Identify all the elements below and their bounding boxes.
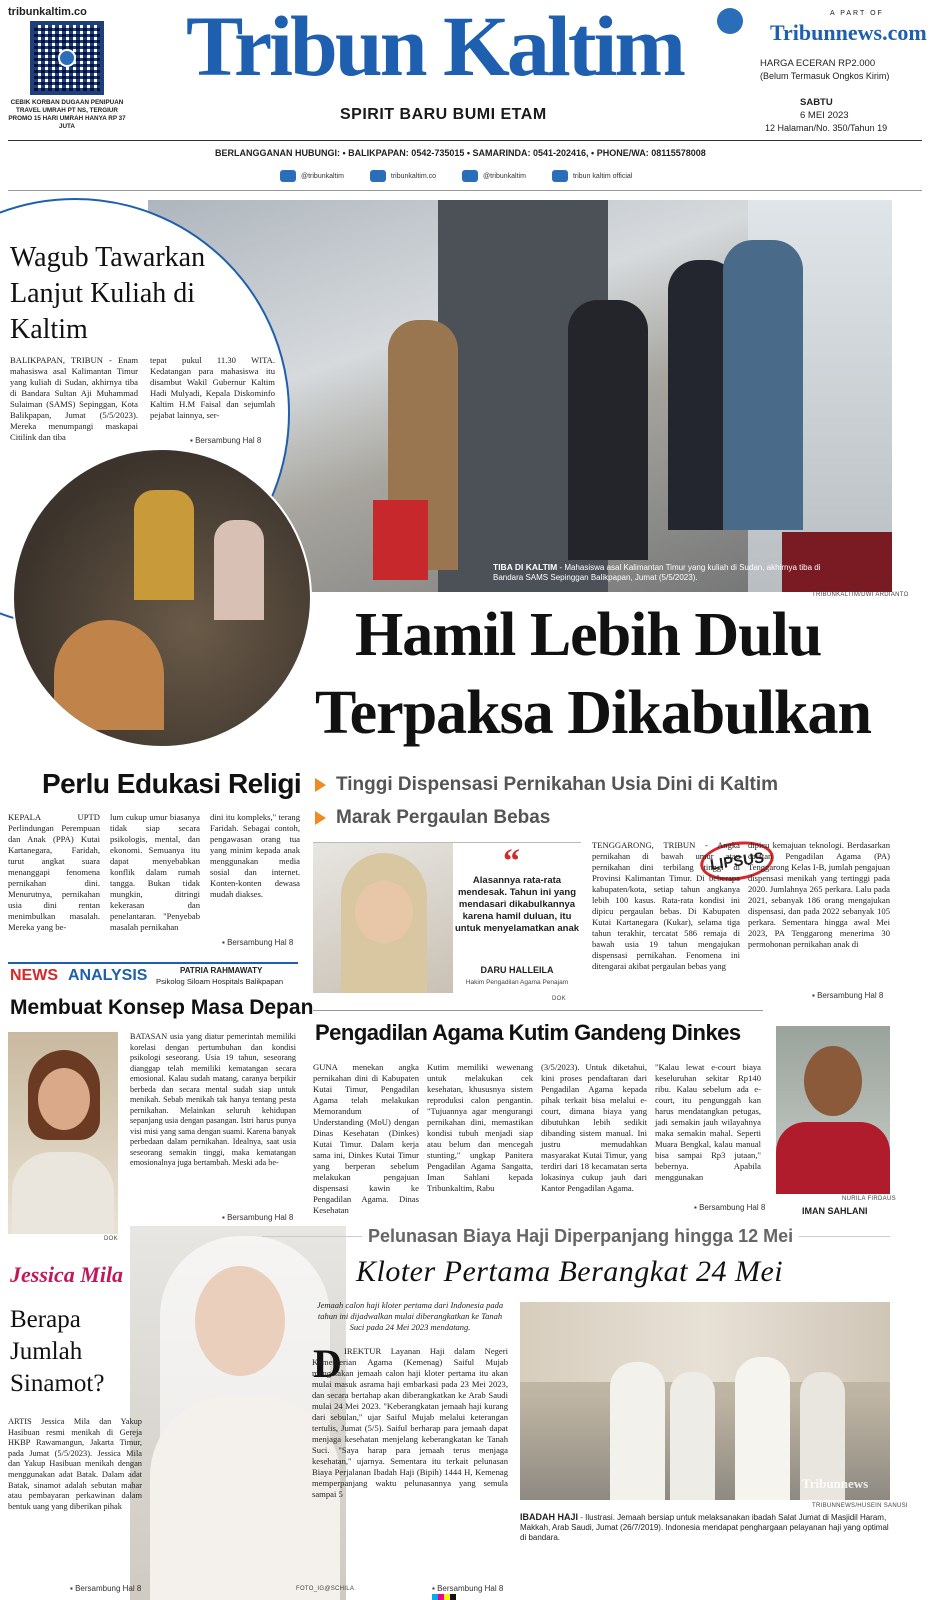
subscribe-line: BERLANGGANAN HUBUNGI: • BALIKPAPAN: 0542-735015 • SAMARINDA: 0541-202416, • PHONE/WA: 08115578008: [215, 148, 706, 158]
network-logo[interactable]: Tribunnews.com: [770, 20, 927, 45]
qr-label: tribunkaltim.co: [8, 6, 87, 18]
main-subhead-2: Marak Pergaulan Bebas: [315, 807, 550, 829]
story1-col2: tepat pukul 11.30 WITA. Kedatangan para mahasiswa itu disambut Wakil Gubernur Kaltim Hadi Mulyadi, Kepala Diskominfo Kaltim H.M Faisal dan sejumlah pejabat lainnya, ser-: [150, 355, 275, 420]
quote-title: Hakim Pengadilan Agama Penajam: [465, 979, 569, 986]
quote-box: [313, 842, 581, 992]
main-continued[interactable]: ▪ Bersambung Hal 8: [812, 991, 884, 1000]
quote-text: Alasannya rata-rata mendesak. Tahun ini yang mendasari dikabulkannya karena hamil duluan, itu untuk menyelamatkan anak: [454, 875, 580, 934]
bullet-triangle-icon: [315, 811, 326, 825]
haji-photo-credit: TRIBUNNEWS/HUSEIN SANUSI: [812, 1503, 908, 1509]
jessica-photo-credit: FOTO_IG@SCHILA: [296, 1586, 355, 1592]
story1-col1: BALIKPAPAN, TRIBUN - Enam mahasiswa asal Kalimantan Timur yang kuliah di Sudan, akhirnya tiba di Bandara Sultan Aji Muhammad Sulaiman (SAMS) Sepinggan, Kota Balikpapan, Jumat (5/5/2023). Mereka menumpangi maskapai Citilink dan tiba: [10, 355, 138, 442]
price-note: (Belum Termasuk Ongkos Kirim): [760, 71, 890, 81]
analysis-headline[interactable]: Membuat Konsep Masa Depan: [10, 996, 314, 1019]
kutim-photo-name: IMAN SAHLANI: [802, 1206, 868, 1216]
kutim-rule: [313, 1010, 763, 1011]
main-col2: dipicu kemajuan teknologi. Berdasarkan catatan Pengadilan Agama (PA) Tenggarong Kelas I-B, jumlah pengajuan dispensasi menikah yang tertinggi pada 2020. Jumlahnya 265 perkara. Lalu pada 2021, sebanyak 186 orang mengajukan dispensasi, dan pada 2022 sebanyak 105 perkara. Sementara hingga awal Mei 2023, PA Tenggarong menerima 30 permohonan pernikahan anak di: [748, 840, 890, 949]
part-of-label: A PART OF: [830, 10, 884, 17]
masthead-logo[interactable]: Tribun Kaltim: [186, 0, 683, 94]
price: HARGA ECERAN RP2.000: [760, 58, 876, 69]
airport-photo-caption: TIBA DI KALTIM - Mahasiswa asal Kalimantan Timur yang kuliah di Sudan, akhirnya tiba di Bandara SAMS Sepinggan Balikpapan, Jumat (5/5/2023).: [493, 562, 821, 582]
haji-intro: Jemaah calon haji kloter pertama dari Indonesia pada tahun ini dijadwalkan mulai diberangkatkan ke Tanah Suci pada 24 Mei 2023 mendatang.: [316, 1300, 504, 1332]
youtube-icon: [552, 170, 568, 182]
qr-block: [8, 6, 126, 131]
lipsus-badge[interactable]: LIPSUS: [698, 837, 777, 885]
meeting-photo[interactable]: [12, 448, 312, 748]
social-youtube[interactable]: tribun kaltim official: [552, 170, 632, 182]
social-bar: [280, 170, 632, 182]
social-twitter[interactable]: @tribunkaltim: [280, 170, 344, 182]
registration-marks: [432, 1594, 456, 1600]
analysis-text: BATASAN usia yang diatur pemerintah memiliki korelasi dengan pertumbuhan dan kondisi psikologi seseorang. Usia 19 tahun, seseorang dianggap telah memiliki kematangan secara emosional. Kalau sudah matang, caranya berpikir berbeda dan secara mental sudah siap untuk menikah. Sebab menikah tak hanya tentang pesta pernikahan. Melainkan seluruh kehidupan sepanjang usia dengan pasangan. Istri harus punya visi misi yang sama dengan suami. Karena banyak perbedaan dalam pernikahan. Idealnya, saat usia seseorang semakin tinggi, maka kematangan emosionalnya juga bertambah. Meski ada be-: [130, 1032, 296, 1167]
analysis-photo-credit: DOK: [104, 1236, 118, 1242]
main-headline-2[interactable]: Terpaksa Dikabulkan: [315, 679, 871, 747]
tagline: SPIRIT BARU BUMI ETAM: [340, 106, 547, 123]
religi-col3: dini itu kompleks," terang Faridah. Sebagai contoh, pengawasan orang tua yang minim kepada anak menggunakan media sosial dan internet. Konten-konten dewasa mudah diakses.: [210, 812, 300, 899]
religi-headline[interactable]: Perlu Edukasi Religi: [42, 768, 302, 799]
bullet-triangle-icon: [315, 778, 326, 792]
religi-col1: KEPALA UPTD Perlindungan Perempuan dan Anak (PPA) Kutai Kartanegara, Faridah, turut angkat suara menanggapi fenomena pernikahan dini. Menurutnya, pernikahan usia dini rentan menimbulkan masalah. Mereka yang be-: [8, 812, 100, 932]
social-rule: [8, 190, 922, 191]
main-col1: TENGGARONG, TRIBUN - Angka pernikahan di bawah umur atau pernikahan dini terbilang tinggi di Provinsi Kalimantan Timur. Di beberapa kabupaten/kota, setiap tahun angkanya lebih 100 kasus. Rata-rata kondisi ini dipicu pergaulan bebas. Di Kabupaten Kutai Kartanegara (Kukar), selama tiga tahun terakhir, tercatat 586 remaja di bawah usia 19 tahun mengajukan dispensasi pernikahan. Fenomena ini ditengarai akibat pergaulan bebas yang: [592, 840, 740, 971]
analysis-author-photo[interactable]: [8, 1032, 118, 1234]
qr-caption: CEBIK KORBAN DUGAAN PENIPUAN TRAVEL UMRAH PT NS, TERGIUR PROMO 15 HARI UMRAH HANYA RP 37 JUTA: [8, 99, 126, 130]
main-subhead-1: Tinggi Dispensasi Pernikahan Usia Dini di Kaltim: [315, 774, 778, 796]
issue-date: 6 MEI 2023: [800, 110, 849, 121]
web-icon: [370, 170, 386, 182]
masthead-rule: [8, 140, 922, 141]
twitter-icon: [280, 170, 296, 182]
analysis-continued[interactable]: ▪ Bersambung Hal 8: [222, 1213, 294, 1222]
kutim-photo-credit: NURILA FIRDAUS: [842, 1196, 896, 1202]
haji-text: IREKTUR Layanan Haji dalam Negeri Kementerian Agama (Kemenag) Saiful Mujab mengatakan jemaah calon haji kloter pertama itu akan mulai masuk asrama haji embarkasi pada 23 Mei 2023, dan secara bertahap akan diberangkatkan ke Arab Saudi mulai 24 Mei 2023. "Keberangkatan jemaah haji kurang dari sebulan," ujar Saiful Mujab melalui keterangan tertulis, Jumat (5/5). Saiful berharap para jemaah dapat menjaga kesehatan menjelang keberangkatan ke Tanah Suci. "Saya harap para jemaah terus menjaga kesehatan," ujarnya. Sementara itu terkait pelunasan Biaya Perjalanan Ibadah Haji (Bipih) 1444 H, Kemenag memperpanjang waktu pelunasannya yang semula sampai 5: [312, 1346, 508, 1499]
analysis-label-analysis: ANALYSIS: [68, 967, 148, 984]
kutim-headline[interactable]: Pengadilan Agama Kutim Gandeng Dinkes: [315, 1020, 741, 1045]
qr-code[interactable]: [30, 21, 104, 95]
haji-photo-watermark: Tribunnews: [802, 1476, 869, 1491]
quote-photo[interactable]: [313, 843, 453, 993]
haji-photo[interactable]: [520, 1302, 890, 1500]
haji-dropcap: D: [313, 1341, 342, 1386]
kutim-continued[interactable]: ▪ Bersambung Hal 8: [694, 1203, 766, 1212]
kutim-col1: GUNA menekan angka pernikahan dini di Kabupaten Kutai Timur, Pengadilan Agama telah melakukan Memorandum of Understanding (MoU) dengan Dinas Kesehatan (Dinkes) Kutai Timur. Dalam kerja sama ini, Dinkes Kutai Timur yang berperan sebelum melakukan pengajuan dispensasi kawin ke Pengadilan Agama. Dinas Kesehatan: [313, 1062, 419, 1215]
analysis-label-news: NEWS: [10, 967, 58, 984]
main-headline-1[interactable]: Hamil Lebih Dulu: [355, 601, 822, 669]
instagram-icon: [462, 170, 478, 182]
story1-continued[interactable]: ▪ Bersambung Hal 8: [190, 436, 262, 445]
jessica-continued[interactable]: ▪ Bersambung Hal 8: [70, 1584, 142, 1593]
story1-headline[interactable]: Wagub Tawarkan Lanjut Kuliah di Kaltim: [10, 242, 206, 345]
jessica-kicker: Jessica Mila: [10, 1262, 124, 1287]
analysis-author: PATRIA RAHMAWATY: [180, 966, 263, 975]
social-web[interactable]: tribunkaltim.co: [370, 170, 436, 182]
haji-continued[interactable]: ▪ Bersambung Hal 8: [432, 1584, 504, 1593]
issue-day: SABTU: [800, 97, 833, 108]
religi-continued[interactable]: ▪ Bersambung Hal 8: [222, 938, 294, 947]
haji-photo-title: IBADAH HAJI: [520, 1512, 579, 1522]
issue-edition: 12 Halaman/No. 350/Tahun 19: [765, 123, 888, 133]
haji-photo-caption: IBADAH HAJI - Ilustrasi. Jemaah bersiap untuk melaksanakan ibadah Salat Jumat di Masjidil Haram, Makkah, Arab Saudi, Jumat (26/7/2019). Indonesia mendapat penghargaan pelayanan haji yang optimal di bandara.: [520, 1512, 889, 1542]
jessica-text: ARTIS Jessica Mila dan Yakup Hasibuan resmi menikah di Gereja HKBP Rawamangun, Jakarta Timur, pada Jumat (5/5/2023). Jessica Mila dan Yakup Hasibuan menikah dengan menggunakan adat Batak. Dalam adat Batak, sinamot adalah sebutan mahar atau pembayaran perkawinan dalam bentuk uang yang diberikan pihak: [8, 1417, 142, 1511]
analysis-author-title: Psikolog Siloam Hospitals Balikpapan: [156, 977, 284, 986]
kutim-col4: "Kalau lewat e-court biaya keseluruhan sekitar Rp140 ribu. Kalau sebelum ada e-court, itu pengunggah kan harus mendatangkan petugas, jadi semakin jauh wilayahnya maka semakin mahal. Seperti Muara Bengkal, kalau manual bisa sampai Rp3 jutaan," bebernya. Apabila menggunakan: [655, 1062, 761, 1182]
jessica-headline[interactable]: Berapa Jumlah Sinamot?: [10, 1306, 105, 1397]
haji-headline[interactable]: Kloter Pertama Berangkat 24 Mei: [356, 1255, 784, 1288]
kutim-col2: Kutim memiliki wewenang untuk melakukan cek kesehatan, khususnya sistem reproduksi calon pengantin. "Tujuannya agar mengurangi pernikahan dini, memastikan kondisi tubuh menjadi siap atau belum dan mencegah stunting," ungkap Panitera Pengadilan Agama Sangatta, Iman Sahlani kepada Tribunkaltim, Rabu: [427, 1062, 533, 1193]
analysis-bar: [8, 962, 298, 988]
quote-name: DARU HALLEILA: [480, 965, 554, 975]
logo-badge-icon: [717, 8, 743, 34]
kutim-col3: (3/5/2023). Untuk diketahui, kini proses pendaftaran dari Pengadilan Agama kepada pihak terkait bisa melalui e-court, dimana biaya yang dibutuhkan lebih sedikit dibanding sistem manual. Ini justru memudahkan masyarakat Kutai Timur, yang terdiri dari 18 kecamatan serta lokasinya cukup jauh dari Kantor Pengadilan Agama.: [541, 1062, 647, 1193]
quote-credit: DOK: [552, 996, 566, 1002]
religi-col2: lum cukup umur biasanya tidak siap secara psikologis, mental, dan ekonomi. Semuanya itu dapat menyebabkan konflik dalam rumah tangga. Bukan tidak mungkin, ditringi kekerasan dan penelantaran. "Penyebab masalah pernikahan: [110, 812, 200, 932]
airport-photo-title: TIBA DI KALTIM: [493, 562, 558, 572]
haji-kicker: Pelunasan Biaya Haji Diperpanjang hingga 12 Mei: [362, 1226, 799, 1247]
kutim-photo[interactable]: [776, 1026, 890, 1194]
social-instagram[interactable]: @tribunkaltim: [462, 170, 526, 182]
airport-photo-credit: TRIBUNKALTIM/DWI ARDIANTO: [812, 592, 909, 598]
quote-mark-icon: “: [503, 843, 520, 880]
